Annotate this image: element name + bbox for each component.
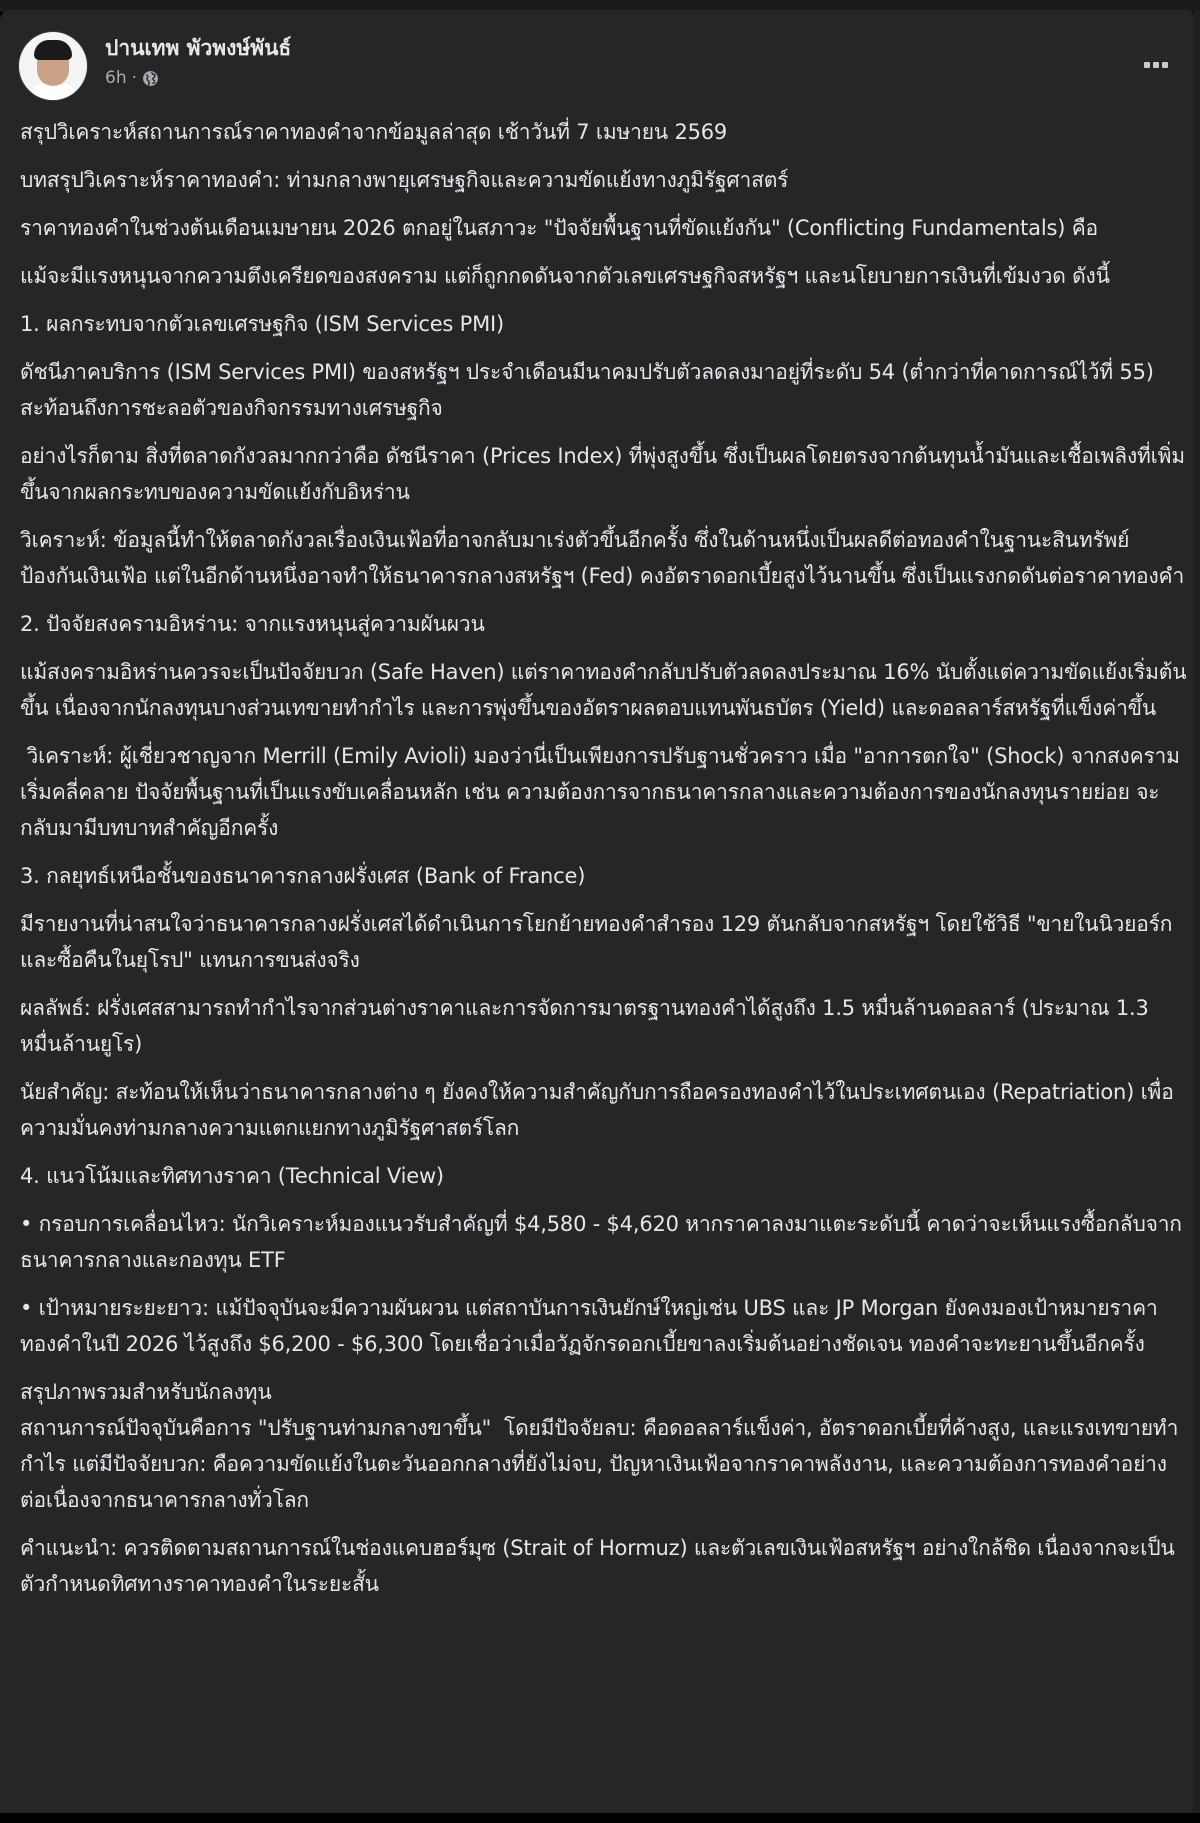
post-body [20,114,1190,1614]
post-paragraph [20,438,1190,510]
post-meta [105,68,159,88]
paragraph-text: 1. ผลกระทบจากตัวเลขเศรษฐกิจ (ISM Services PMI) [20,312,504,336]
paragraph-text: วิเคราะห์: ข้อมูลนี้ทำให้ตลาดกังวลเรื่องเงินเฟ้อที่อาจกลับมาเร่งตัวขึ้นอีกครั้ง ซึ่งในด้านหนึ่งเป็นผลดีต่อทองคำในฐานะสินทรัพย์ป้องกันเงินเฟ้อ แต่ในอีกด้านหนึ่งอาจทำให้ธนาคารกลางสหรัฐฯ (Fed) คงอัตราดอกเบี้ยสูงไว้นานขึ้น ซึ่งเป็นแรงกดดันต่อราคาทองคำ [20,528,1185,588]
paragraph-text: • กรอบการเคลื่อนไหว: นักวิเคราะห์มองแนวรับสำคัญที่ $4,580 - $4,620 หากราคาลงมาแตะระดับนี้ คาดว่าจะเห็นแรงซื้อกลับจากธนาคารกลางและกองทุน ETF [20,1212,1182,1272]
paragraph-text: สถานการณ์ปัจจุบันคือการ "ปรับฐานท่ามกลางขาขึ้น" โดยมีปัจจัยลบ: คือดอลลาร์แข็งค่า, อัตราดอกเบี้ยที่ค้างสูง, และแรงเทขายทำกำไร แต่มีปัจจัยบวก: คือความขัดแย้งในตะวันออกกลางที่ยังไม่จบ, ปัญหาเงินเฟ้อจากราคาพลังงาน, และความต้องการทองคำอย่างต่อเนื่องจากธนาคารกลางทั่วโลก [20,1416,1179,1512]
post-header [0,10,1193,110]
paragraph-text: สรุปภาพรวมสำหรับนักลงทุน [20,1380,272,1404]
paragraph-text: สรุปวิเคราะห์สถานการณ์ราคาทองคำจากข้อมูลล่าสุด เช้าวันที่ 7 เมษายน 2569 [20,120,728,144]
post-paragraph [20,1074,1190,1146]
paragraph-text: ผลลัพธ์: ฝรั่งเศสสามารถทำกำไรจากส่วนต่างราคาและการจัดการมาตรฐานทองคำได้สูงถึง 1.5 หมื่นล้านดอลลาร์ (ประมาณ 1.3 หมื่นล้านยูโร) [20,996,1156,1056]
meta-separator: · [131,68,137,88]
more-dot-icon [1144,62,1150,68]
right-edge [1193,10,1200,1813]
avatar-hair [34,40,72,60]
paragraph-text: ราคาทองคำในช่วงต้นเดือนเมษายน 2026 ตกอยู่ในสภาวะ "ปัจจัยพื้นฐานที่ขัดแย้งกัน" (Conflicting Fundamentals) คือ [20,216,1098,240]
facebook-post-card [0,10,1193,1813]
paragraph-text: คำแนะนำ: ควรติดตามสถานการณ์ในช่องแคบฮอร์มุซ (Strait of Hormuz) และตัวเลขเงินเฟ้อสหรัฐฯ อย่างใกล้ชิด เนื่องจากจะเป็นตัวกำหนดทิศทางราคาทองคำในระยะสั้น [20,1536,1175,1596]
paragraph-text: มีรายงานที่น่าสนใจว่าธนาคารกลางฝรั่งเศสได้ดำเนินการโยกย้ายทองคำสำรอง 129 ตันกลับจากสหรัฐฯ โดยใช้วิธี "ขายในนิวยอร์กและซื้อคืนในยุโรป" แทนการขนส่งจริง [20,912,1173,972]
paragraph-text: ดัชนีภาคบริการ (ISM Services PMI) ของสหรัฐฯ ประจำเดือนมีนาคมปรับตัวลดลงมาอยู่ที่ระดับ 54 (ต่ำกว่าที่คาดการณ์ไว้ที่ 55) สะท้อนถึงการชะลอตัวของกิจกรรมทางเศรษฐกิจ [20,360,1161,420]
post-timestamp[interactable]: 6h [105,68,127,88]
paragraph-text: แม้จะมีแรงหนุนจากความตึงเครียดของสงคราม แต่ก็ถูกกดดันจากตัวเลขเศรษฐกิจสหรัฐฯ และนโยบายการเงินที่เข้มงวด ดังนี้ [20,264,1110,288]
more-dot-icon [1162,62,1168,68]
post-paragraph [20,738,1190,846]
post-paragraph [20,210,1190,246]
post-paragraph [20,1158,1190,1194]
paragraph-text: นัยสำคัญ: สะท้อนให้เห็นว่าธนาคารกลางต่าง ๆ ยังคงให้ความสำคัญกับการถือครองทองคำไว้ในประเทศตนเอง (Repatriation) เพื่อความมั่นคงท่ามกลางความแตกแยกทางภูมิรัฐศาสตร์โลก [20,1080,1174,1140]
post-paragraph [20,258,1190,294]
author-name[interactable]: ปานเทพ พัวพงษ์พันธ์ [105,36,292,60]
post-paragraph [20,990,1190,1062]
paragraph-text: แม้สงครามอิหร่านควรจะเป็นปัจจัยบวก (Safe Haven) แต่ราคาทองคำกลับปรับตัวลดลงประมาณ 16% นับตั้งแต่ความขัดแย้งเริ่มต้นขึ้น เนื่องจากนักลงทุนบางส่วนเทขายทำกำไร และการพุ่งขึ้นของอัตราผลตอบแทนพันธบัตร (Yield) และดอลลาร์สหรัฐที่แข็งค่าขึ้น [20,660,1187,720]
post-paragraph [20,1206,1190,1278]
post-paragraph [20,114,1190,150]
paragraph-text: 3. กลยุทธ์เหนือชั้นของธนาคารกลางฝรั่งเศส (Bank of France) [20,864,586,888]
more-dot-icon [1153,62,1159,68]
post-paragraph [20,306,1190,342]
post-paragraph [20,1374,1190,1518]
post-paragraph [20,654,1190,726]
post-paragraph [20,522,1190,594]
post-paragraph [20,606,1190,642]
paragraph-text: • เป้าหมายระยะยาว: แม้ปัจจุบันจะมีความผันผวน แต่สถาบันการเงินยักษ์ใหญ่เช่น UBS และ JP Morgan ยังคงมองเป้าหมายราคาทองคำในปี 2026 ไว้สูงถึง $6,200 - $6,300 โดยเชื่อว่าเมื่อวัฏจักรดอกเบี้ยขาลงเริ่มต้นอย่างชัดเจน ทองคำจะทะยานขึ้นอีกครั้ง [20,1296,1158,1356]
paragraph-text: 4. แนวโน้มและทิศทางราคา (Technical View) [20,1164,444,1188]
more-options-button[interactable] [1138,50,1174,80]
globe-icon[interactable] [142,70,159,87]
post-paragraph [20,858,1190,894]
post-paragraph [20,906,1190,978]
post-paragraph [20,354,1190,426]
post-paragraph [20,1290,1190,1362]
post-paragraph [20,1530,1190,1602]
author-avatar[interactable] [19,32,87,100]
paragraph-text: วิเคราะห์: ผู้เชี่ยวชาญจาก Merrill (Emily Avioli) มองว่านี่เป็นเพียงการปรับฐานชั่วคราว เมื่อ "อาการตกใจ" (Shock) จากสงครามเริ่มคลี่คลาย ปัจจัยพื้นฐานที่เป็นแรงขับเคลื่อนหลัก เช่น ความต้องการจากธนาคารกลางและความต้องการของนักลงทุนรายย่อย จะกลับมามีบทบาทสำคัญอีกครั้ง [20,744,1180,840]
paragraph-text: 2. ปัจจัยสงครามอิหร่าน: จากแรงหนุนสู่ความผันผวน [20,612,485,636]
paragraph-text: อย่างไรก็ตาม สิ่งที่ตลาดกังวลมากกว่าคือ ดัชนีราคา (Prices Index) ที่พุ่งสูงขึ้น ซึ่งเป็นผลโดยตรงจากต้นทุนน้ำมันและเชื้อเพลิงที่เพิ่มขึ้นจากผลกระทบของความขัดแย้งกับอิหร่าน [20,444,1185,504]
avatar-collar [31,84,75,100]
paragraph-text: บทสรุปวิเคราะห์ราคาทองคำ: ท่ามกลางพายุเศรษฐกิจและความขัดแย้งทางภูมิรัฐศาสตร์ [20,168,789,192]
post-paragraph [20,162,1190,198]
